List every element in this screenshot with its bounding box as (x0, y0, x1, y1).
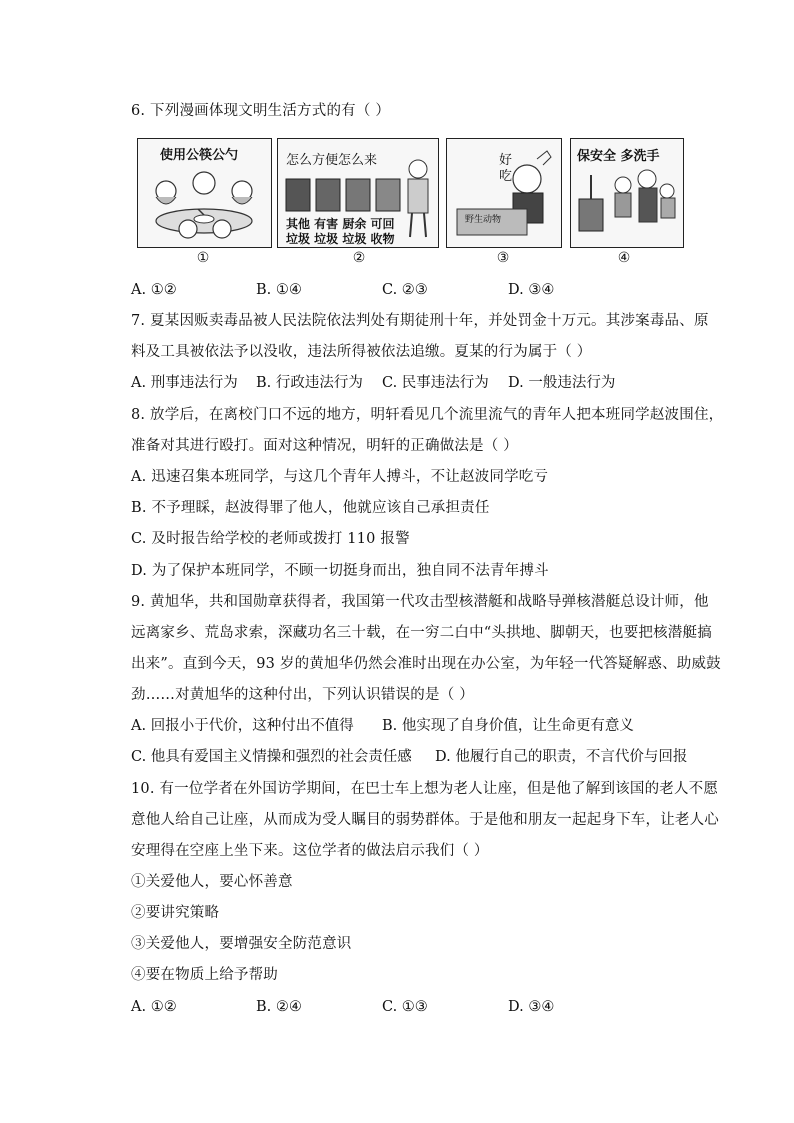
panel3-caption-b: 吃 (499, 169, 513, 184)
eating-man-illustration (447, 139, 561, 247)
q9-option-a[interactable]: A. 回报小于代价，这种付出不值得 (131, 718, 354, 734)
q7-option-a[interactable]: A. 刑事违法行为 (131, 375, 238, 391)
q7-option-c[interactable]: C. 民事违法行为 (382, 375, 489, 391)
q9-stem-line-1: 9. 黄旭华，共和国勋章获得者，我国第一代攻击型核潜艇和战略导弹核潜艇总设计师，他 (131, 594, 709, 610)
q10-stem-line-2: 意他人给自己让座，从而成为受人瞩目的弱势群体。于是他和朋友一起起身下车，让老人心 (131, 812, 719, 828)
q9-stem-line-3: 出来”。直到今天，93 岁的黄旭华仍然会准时出现在办公室，为年轻一代答疑解惑、助威鼓 (131, 656, 721, 672)
q6-option-b[interactable]: B. ①④ (256, 282, 302, 298)
q10-item-3: ③关爱他人，要增强安全防范意识 (131, 936, 352, 952)
handwashing-family-illustration (571, 139, 683, 247)
panel-label-4: ④ (617, 250, 631, 266)
q8-option-c[interactable]: C. 及时报告给学校的老师或拨打 110 报警 (131, 531, 410, 547)
q7-stem-line-1: 7. 夏某因贩卖毒品被人民法院依法判处有期徒刑十年，并处罚金十万元。其涉案毒品、原 (131, 313, 709, 329)
q10-option-a[interactable]: A. ①② (131, 999, 177, 1015)
q8-stem-line-2: 准备对其进行殴打。面对这种情况，明轩的正确做法是（ ） (131, 438, 519, 454)
q9-option-d[interactable]: D. 他履行自己的职责，不言代价与回报 (435, 749, 688, 765)
q7-option-d[interactable]: D. 一般违法行为 (508, 375, 616, 391)
comic-panel-3 (446, 138, 562, 248)
q7-option-b[interactable]: B. 行政违法行为 (256, 375, 363, 391)
comic-panel-2 (277, 138, 439, 248)
q8-option-b[interactable]: B. 不予理睬，赵波得罪了他人，他就应该自己承担责任 (131, 500, 490, 516)
q9-option-b[interactable]: B. 他实现了自身价值，让生命更有意义 (382, 718, 634, 734)
panel2-bin-labels-bottom: 垃圾 垃圾 垃圾 收物 (286, 232, 395, 246)
q10-item-2: ②要讲究策略 (131, 905, 220, 921)
q9-option-c[interactable]: C. 他具有爱国主义情操和强烈的社会责任感 (131, 749, 412, 765)
panel-label-3: ③ (496, 250, 510, 266)
q6-stem: 6. 下列漫画体现文明生活方式的有（ ） (131, 103, 391, 119)
q10-item-4: ④要在物质上给予帮助 (131, 967, 278, 983)
panel1-caption: 使用公筷公勺 (160, 148, 239, 163)
panel3-caption-a: 好 (499, 153, 513, 168)
q7-stem-line-2: 料及工具被依法予以没收，违法所得被依法追缴。夏某的行为属于（ ） (131, 344, 592, 360)
q9-stem-line-2: 远离家乡、荒岛求索，深藏功名三十载，在一穷二白中“头拱地、脚朝天，也要把核潜艇搞 (131, 625, 712, 641)
q6-option-d[interactable]: D. ③④ (508, 282, 555, 298)
panel2-caption: 怎么方便怎么来 (286, 153, 378, 168)
q10-stem-line-1: 10. 有一位学者在外国访学期间，在巴士车上想为老人让座，但是他了解到该国的老人不愿 (131, 781, 719, 797)
q10-option-d[interactable]: D. ③④ (508, 999, 555, 1015)
q8-option-d[interactable]: D. 为了保护本班同学，不顾一切挺身而出，独自同不法青年搏斗 (131, 563, 549, 579)
comic-panel-4 (570, 138, 684, 248)
panel-label-2: ② (352, 250, 366, 266)
q10-option-c[interactable]: C. ①③ (382, 999, 428, 1015)
q10-option-b[interactable]: B. ②④ (256, 999, 302, 1015)
q8-stem-line-1: 8. 放学后，在离校门口不远的地方，明轩看见几个流里流气的青年人把本班同学赵波围住， (131, 407, 724, 423)
q9-stem-line-4: 劲……对黄旭华的这种付出，下列认识错误的是（ ） (131, 687, 474, 703)
panel-label-1: ① (196, 250, 210, 266)
q8-option-a[interactable]: A. 迅速召集本班同学，与这几个青年人搏斗，不让赵波同学吃亏 (131, 469, 549, 485)
comic-panel-1 (137, 138, 272, 248)
q6-option-c[interactable]: C. ②③ (382, 282, 428, 298)
q6-option-a[interactable]: A. ①② (131, 282, 177, 298)
q10-item-1: ①关爱他人，要心怀善意 (131, 874, 293, 890)
q10-stem-line-3: 安理得在空座上坐下来。这位学者的做法启示我们（ ） (131, 843, 489, 859)
panel2-bin-labels-top: 其他 有害 厨余 可回 (286, 217, 395, 231)
dining-family-illustration (138, 139, 271, 247)
panel4-caption: 保安全 多洗手 (577, 149, 660, 164)
panel3-sign: 野生动物 (465, 215, 502, 225)
